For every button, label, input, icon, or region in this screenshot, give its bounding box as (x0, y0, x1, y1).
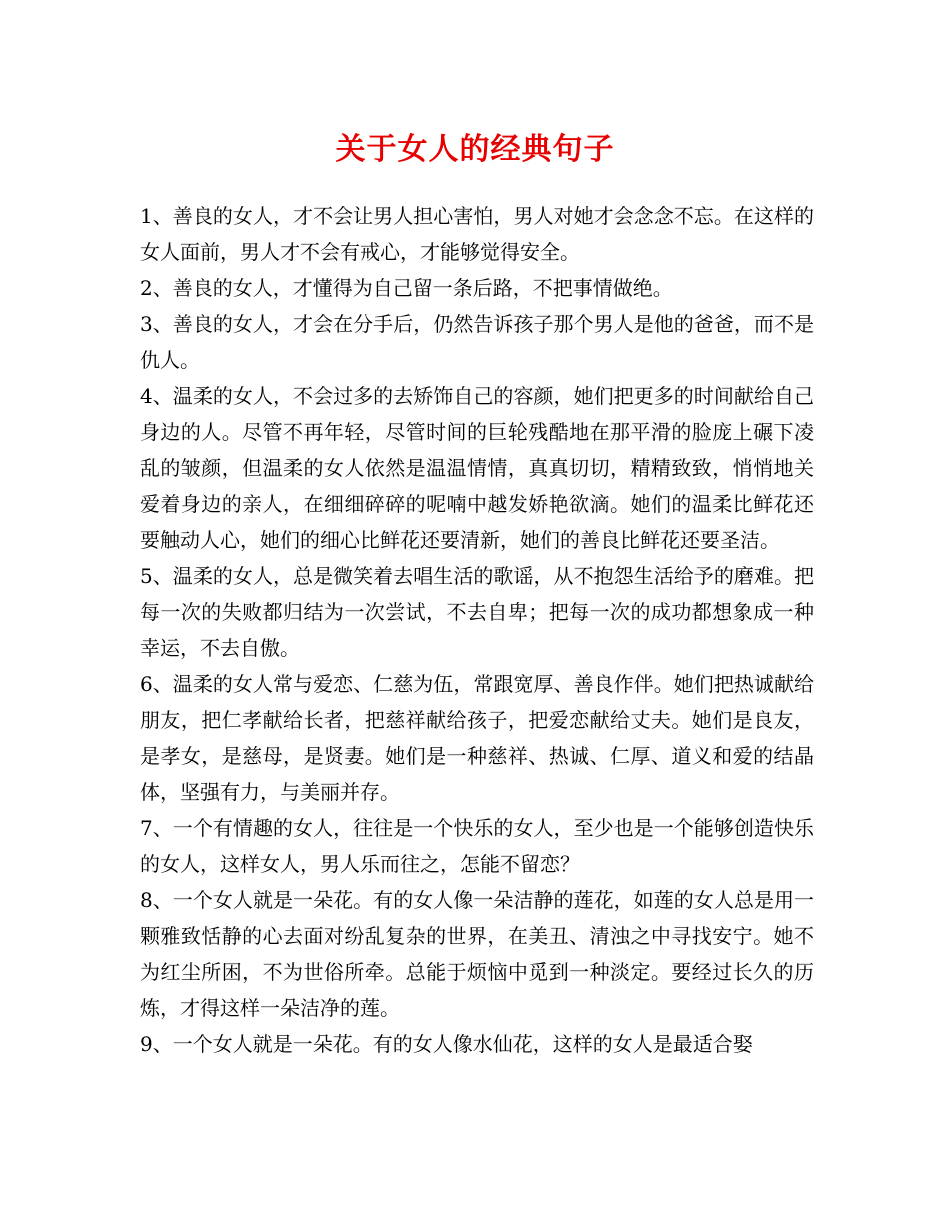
paragraph: 9、一个女人就是一朵花。有的女人像水仙花，这样的女人是最适合娶 (140, 1032, 753, 1056)
document-title: 关于女人的经典句子 (335, 132, 615, 167)
paragraph: 2、善良的女人，才懂得为自己留一条后路，不把事情做绝。 (140, 276, 673, 300)
paragraph: 1、善良的女人，才不会让男人担心害怕，男人对她才会念念不忘。在这样的女人面前，男人才不会有戒心，才能够觉得安全。 (140, 204, 814, 264)
paragraph: 7、一个有情趣的女人，往往是一个快乐的女人，至少也是一个能够创造快乐的女人，这样女人，男人乐而往之，怎能不留恋？ (140, 816, 814, 876)
paragraph: 8、一个女人就是一朵花。有的女人像一朵洁静的莲花，如莲的女人总是用一颗雅致恬静的心去面对纷乱复杂的世界，在美丑、清浊之中寻找安宁。她不为红尘所困，不为世俗所牵。总能于烦恼中觅到一种淡定。要经过长久的历炼，才得这样一朵洁净的莲。 (140, 888, 814, 1020)
paragraph: 5、温柔的女人，总是微笑着去唱生活的歌谣，从不抱怨生活给予的磨难。把每一次的失败都归结为一次尝试，不去自卑；把每一次的成功都想象成一种幸运，不去自傲。 (140, 564, 814, 660)
paragraph: 3、善良的女人，才会在分手后，仍然告诉孩子那个男人是他的爸爸，而不是仇人。 (140, 312, 814, 372)
paragraph: 6、温柔的女人常与爱恋、仁慈为伍，常跟宽厚、善良作伴。她们把热诚献给朋友，把仁孝献给长者，把慈祥献给孩子，把爱恋献给丈夫。她们是良友，是孝女，是慈母，是贤妻。她们是一种慈祥、热诚、仁厚、道义和爱的结晶体，坚强有力，与美丽并存。 (140, 672, 814, 804)
paragraph: 4、温柔的女人，不会过多的去矫饰自己的容颜，她们把更多的时间献给自己身边的人。尽管不再年轻，尽管时间的巨轮残酷地在那平滑的脸庞上碾下凌乱的皱颜，但温柔的女人依然是温温情情，真真切切，精精致致，悄悄地关爱着身边的亲人，在细细碎碎的呢喃中越发娇艳欲滴。她们的温柔比鲜花还要触动人心，她们的细心比鲜花还要清新，她们的善良比鲜花还要圣洁。 (140, 384, 814, 552)
document-body (140, 198, 814, 1062)
